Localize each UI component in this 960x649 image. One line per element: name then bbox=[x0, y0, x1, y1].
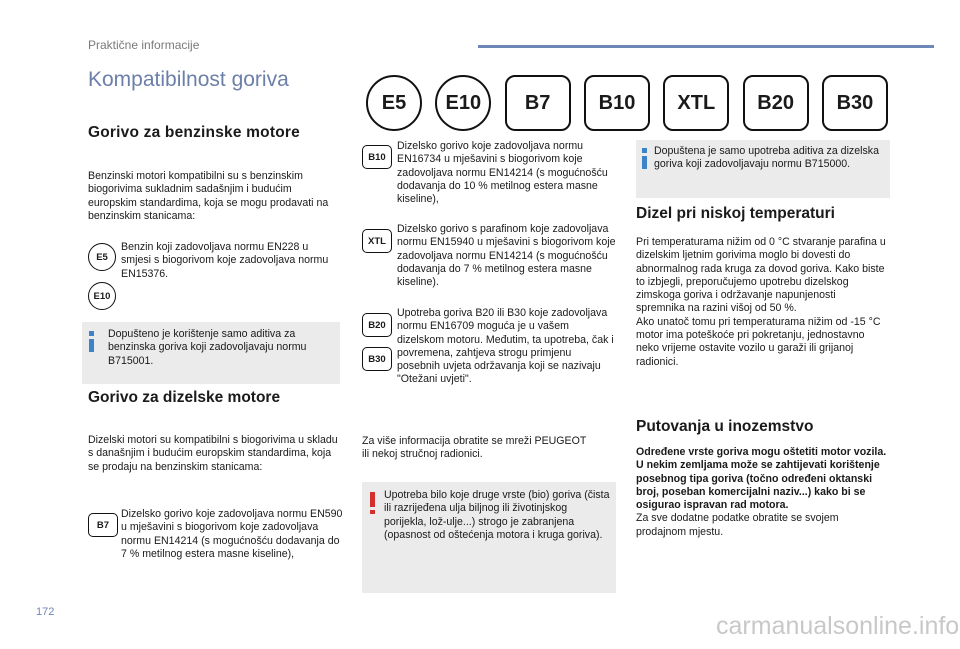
b10-text: Dizelsko gorivo koje zadovoljava normu EN16734 u mješavini s biogorivom koje zadovoljava normu EN14214 (s mogućnošću dodavanja do 10 % metilnog estera masne kiseline), bbox=[397, 140, 608, 206]
benzin-intro: Benzinski motori kompatibilni su s benzinskim biogorivima sukladnim sadašnjim i budućim europskim standardima, koja se mogu prodavati na benzinskim stanicama: bbox=[88, 170, 329, 222]
b7-text: Dizelsko gorivo koje zadovoljava normu EN590 u mješavini s biogorivom koje zadovoljava normu EN14214 (s mogućnošću dodavanja do 7 % metilnog estera masne kiseline), bbox=[121, 508, 343, 560]
fuel-label-xtl: XTL bbox=[663, 75, 729, 131]
warning-text: Upotreba bilo koje druge vrste (bio) goriva (čista ili razrijeđena ulja biljnog ili životinjskog porijekla, lož-ulje...) strogo je zabranjena (opasnost od oštećenja motora i kruga goriva). bbox=[384, 489, 610, 541]
benzin-info-text: Dopušteno je korištenje samo aditiva za benzinska goriva koji zadovoljavaju normu B715001. bbox=[108, 328, 307, 367]
warning-box bbox=[362, 482, 616, 593]
b7-icon: B7 bbox=[88, 513, 118, 537]
e-fuel-text: Benzin koji zadovoljava normu EN228 u smjesi s biogorivom koje zadovoljava normu EN15376. bbox=[121, 241, 329, 280]
more-info-text: Za više informacija obratite se mreži PEUGEOT ili nekoj stručnoj radionici. bbox=[362, 435, 587, 461]
info-icon bbox=[89, 331, 94, 352]
section-header: Praktične informacije bbox=[88, 38, 200, 52]
travel-heading: Putovanja u inozemstvo bbox=[636, 418, 814, 435]
watermark-url: carmanualsonline.info bbox=[716, 612, 960, 640]
b30-icon: B30 bbox=[362, 347, 392, 371]
b20-icon: B20 bbox=[362, 313, 392, 337]
fuel-label-e10: E10 bbox=[435, 75, 491, 131]
page-number: 172 bbox=[36, 606, 55, 618]
b20-b30-text: Upotreba goriva B20 ili B30 koje zadovoljava normu EN16709 moguća je u vašem dizelskom motoru. Međutim, ta upotreba, čak i povremena, zahtjeva strogu primjenu posebnih uvjeta održavanja koji se nazivaju "Otežani uvjeti". bbox=[397, 307, 614, 386]
low-temp-paragraph-1: Pri temperaturama nižim od 0 °C stvaranje parafina u dizelskim ljetnim gorivima moglo bi dovesti do abnormalnog rada kruga za dovod goriva. Kako biste to izbjegli, preporučujemo upotrebu dizelskog zimskoga goriva i održavanje napunjenosti spremnika na razini višoj od 50 %. bbox=[636, 236, 886, 315]
dizel-info-text: Dopuštena je samo upotreba aditiva za dizelska goriva koji zadovoljavaju normu B715000. bbox=[654, 145, 879, 171]
b10-icon: B10 bbox=[362, 145, 392, 169]
dizel-info-box bbox=[636, 140, 890, 198]
xtl-icon: XTL bbox=[362, 229, 392, 253]
low-temp-heading: Dizel pri niskoj temperaturi bbox=[636, 205, 835, 222]
travel-bold-paragraph: Određene vrste goriva mogu oštetiti motor vozila. U nekim zemljama može se zahtijevati korištenje posebnog tipa goriva (točno određeni oktanski broj, poseban komercijalni naziv...) kako bi se osigurao ispravan rad motora. bbox=[636, 446, 887, 512]
travel-paragraph: Za sve dodatne podatke obratite se svojem prodajnom mjestu. bbox=[636, 512, 839, 538]
e10-icon: E10 bbox=[88, 282, 116, 310]
warning-icon bbox=[370, 492, 375, 514]
fuel-label-b30: B30 bbox=[822, 75, 888, 131]
header-rule bbox=[478, 45, 934, 48]
e5-icon: E5 bbox=[88, 243, 116, 271]
travel-text bbox=[636, 446, 888, 539]
low-temp-paragraph-2: Ako unatoč tomu pri temperaturama nižim od -15 °C motor ima poteškoće pri pokretanju, jednostavno neko vrijeme ostavite vozilo u garaži ili grijanoj radionici. bbox=[636, 315, 881, 368]
low-temp-text bbox=[636, 236, 886, 369]
dizel-intro: Dizelski motori su kompatibilni s biogorivima u skladu s današnjim i budućim europskim standardima, koja se prodaju na benzinskim stanicama: bbox=[88, 434, 338, 473]
xtl-text: Dizelsko gorivo s parafinom koje zadovoljava normu EN15940 u mješavini s biogorivom koje zadovoljava normu EN14214 (s mogućnošću dodavanja do 7 % metilnog estera masne kiseline). bbox=[397, 223, 616, 289]
benzin-info-box bbox=[82, 322, 340, 384]
fuel-label-e5: E5 bbox=[366, 75, 422, 131]
fuel-label-b10: B10 bbox=[584, 75, 650, 131]
fuel-label-b20: B20 bbox=[743, 75, 809, 131]
dizel-heading: Gorivo za dizelske motore bbox=[88, 389, 281, 406]
page-title: Kompatibilnost goriva bbox=[88, 68, 289, 91]
benzin-heading: Gorivo za benzinske motore bbox=[88, 124, 300, 141]
fuel-label-row bbox=[366, 73, 888, 133]
fuel-label-b7: B7 bbox=[505, 75, 571, 131]
info-icon bbox=[642, 148, 647, 169]
